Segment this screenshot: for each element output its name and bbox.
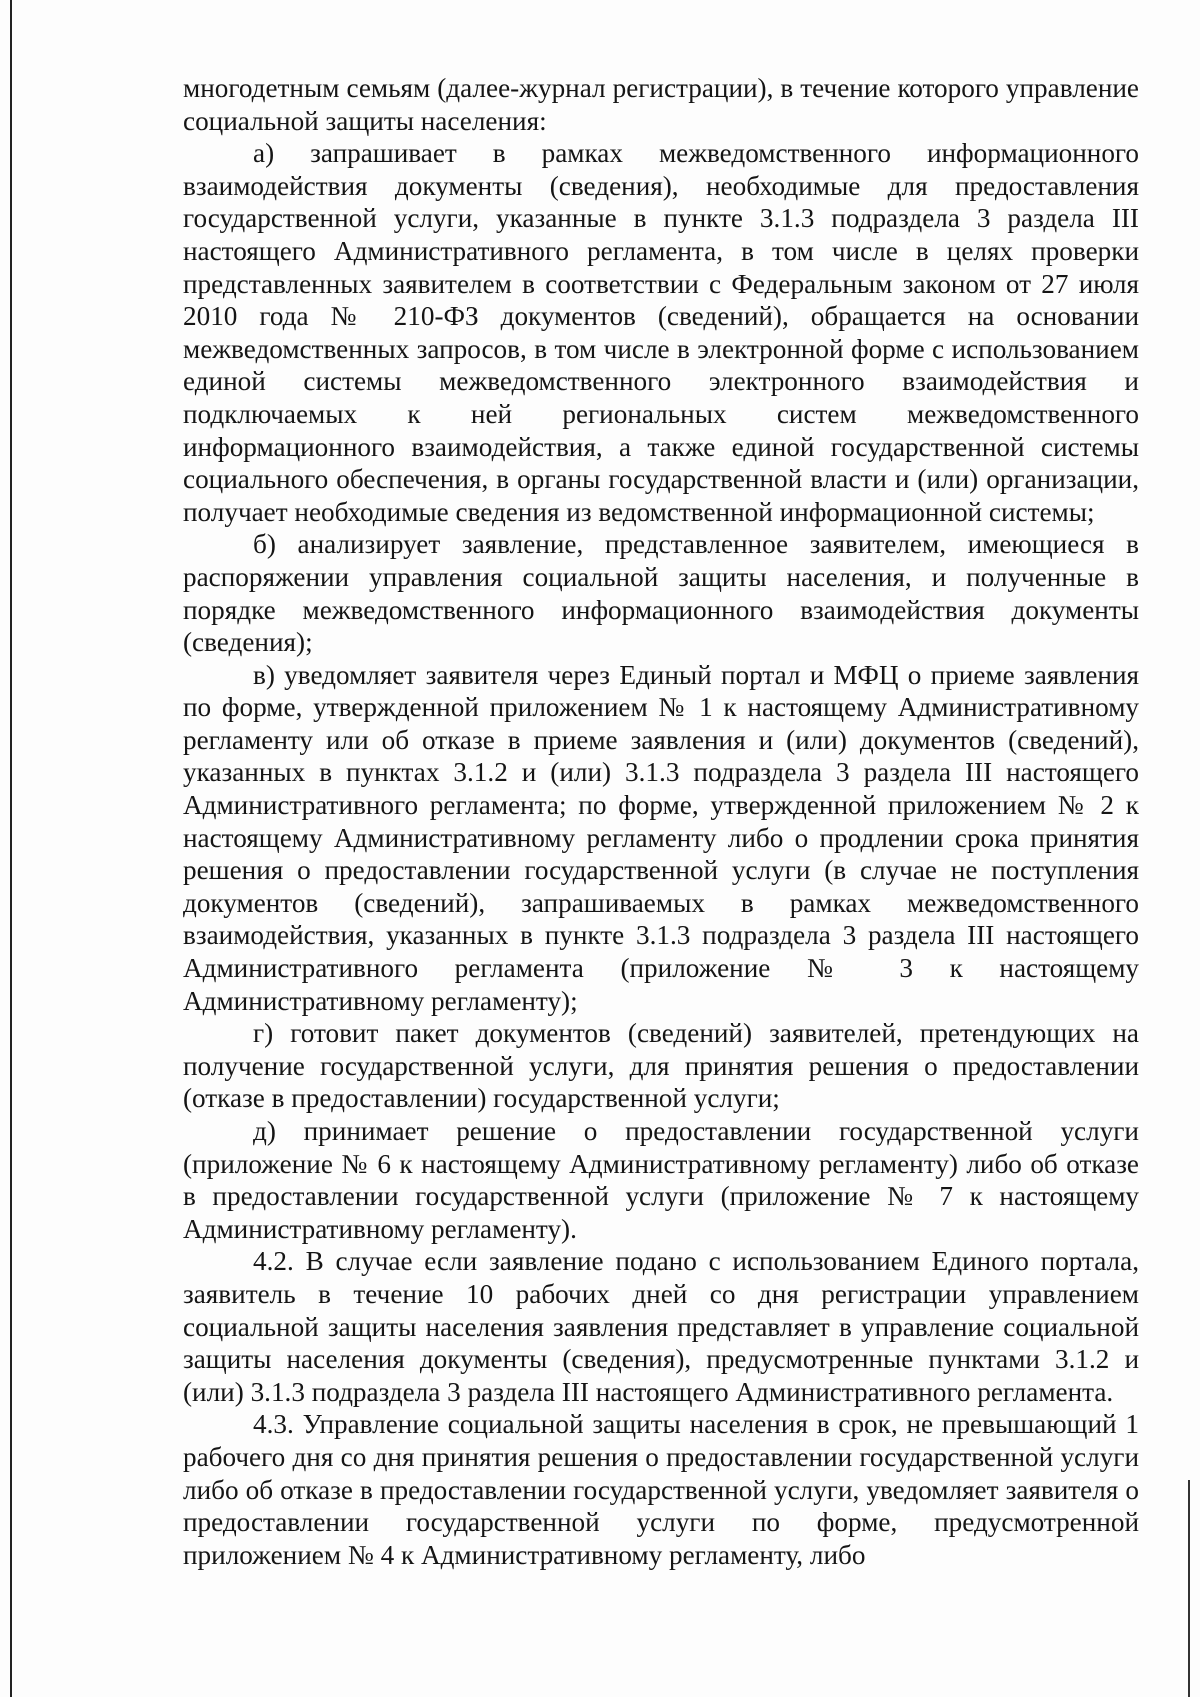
paragraph-4-3: 4.3. Управление социальной защиты населения в срок, не превышающий 1 рабочего дня со дня принятия решения о предоставлении государственной услуги либо об отказе в предоставлении государственной услуги, уведомляет заявителя о предоставлении государственной услуги по форме, предусмотренной приложением № 4 к Административному регламенту, либо (183, 1409, 1139, 1570)
paragraph-item-g: г) готовит пакет документов (сведений) заявителей, претендующих на получение государственной услуги, для принятия решения о предоставлении (отказе в предоставлении) государственной услуги; (183, 1018, 1139, 1114)
scan-edge-left (10, 0, 12, 1697)
paragraph-item-a: а) запрашивает в рамках межведомственного информационного взаимодействия документы (сведения), необходимые для предоставления государственной услуги, указанные в пункте 3.1.3 подраздела 3 раздела III настоящего Административного регламента, в том числе в целях проверки представленных заявителем в соответствии с Федеральным законом от 27 июля 2010 года № 210-ФЗ документов (сведений), обращается на основании межведомственных запросов, в том числе в электронной форме с использованием единой системы межведомственного электронного взаимодействия и подключаемых к ней региональных систем межведомственного информационного взаимодействия, а также единой государственной системы социального обеспечения, в органы государственной власти и (или) организации, получает необходимые сведения из ведомственной информационной системы; (183, 138, 1139, 527)
paragraph-4-2: 4.2. В случае если заявление подано с использованием Единого портала, заявитель в течение 10 рабочих дней со дня регистрации управлением социальной защиты населения заявления представляет в управление социальной защиты населения документы (сведения), предусмотренные пунктами 3.1.2 и (или) 3.1.3 подраздела 3 раздела III настоящего Административного регламента. (183, 1246, 1139, 1407)
scan-edge-right (1188, 1480, 1190, 1697)
paragraph-item-v: в) уведомляет заявителя через Единый портал и МФЦ о приеме заявления по форме, утвержденной приложением № 1 к настоящему Административному регламенту или об отказе в приеме заявления и (или) документов (сведений), указанных в пунктах 3.1.2 и (или) 3.1.3 подраздела 3 раздела III настоящего Административного регламента; по форме, утвержденной приложением № 2 к настоящему Административному регламенту либо о продлении срока принятия решения о предоставлении государственной услуги (в случае не поступления документов (сведений), запрашиваемых в рамках межведомственного взаимодействия, указанных в пункте 3.1.3 подраздела 3 раздела III настоящего Административного регламента (приложение № 3 к настоящему Административному регламенту); (183, 659, 1139, 1016)
paragraph-continuation: многодетным семьям (далее-журнал регистрации), в течение которого управление социальной защиты населения: (183, 73, 1139, 136)
paragraph-item-d: д) принимает решение о предоставлении государственной услуги (приложение № 6 к настоящему Административному регламенту) либо об отказе в предоставлении государственной услуги (приложение № 7 к настоящему Административному регламенту). (183, 1116, 1139, 1244)
document-body (183, 72, 1139, 1571)
paragraph-item-b: б) анализирует заявление, представленное заявителем, имеющиеся в распоряжении управления социальной защиты населения, и полученные в порядке межведомственного информационного взаимодействия документы (сведения); (183, 529, 1139, 658)
